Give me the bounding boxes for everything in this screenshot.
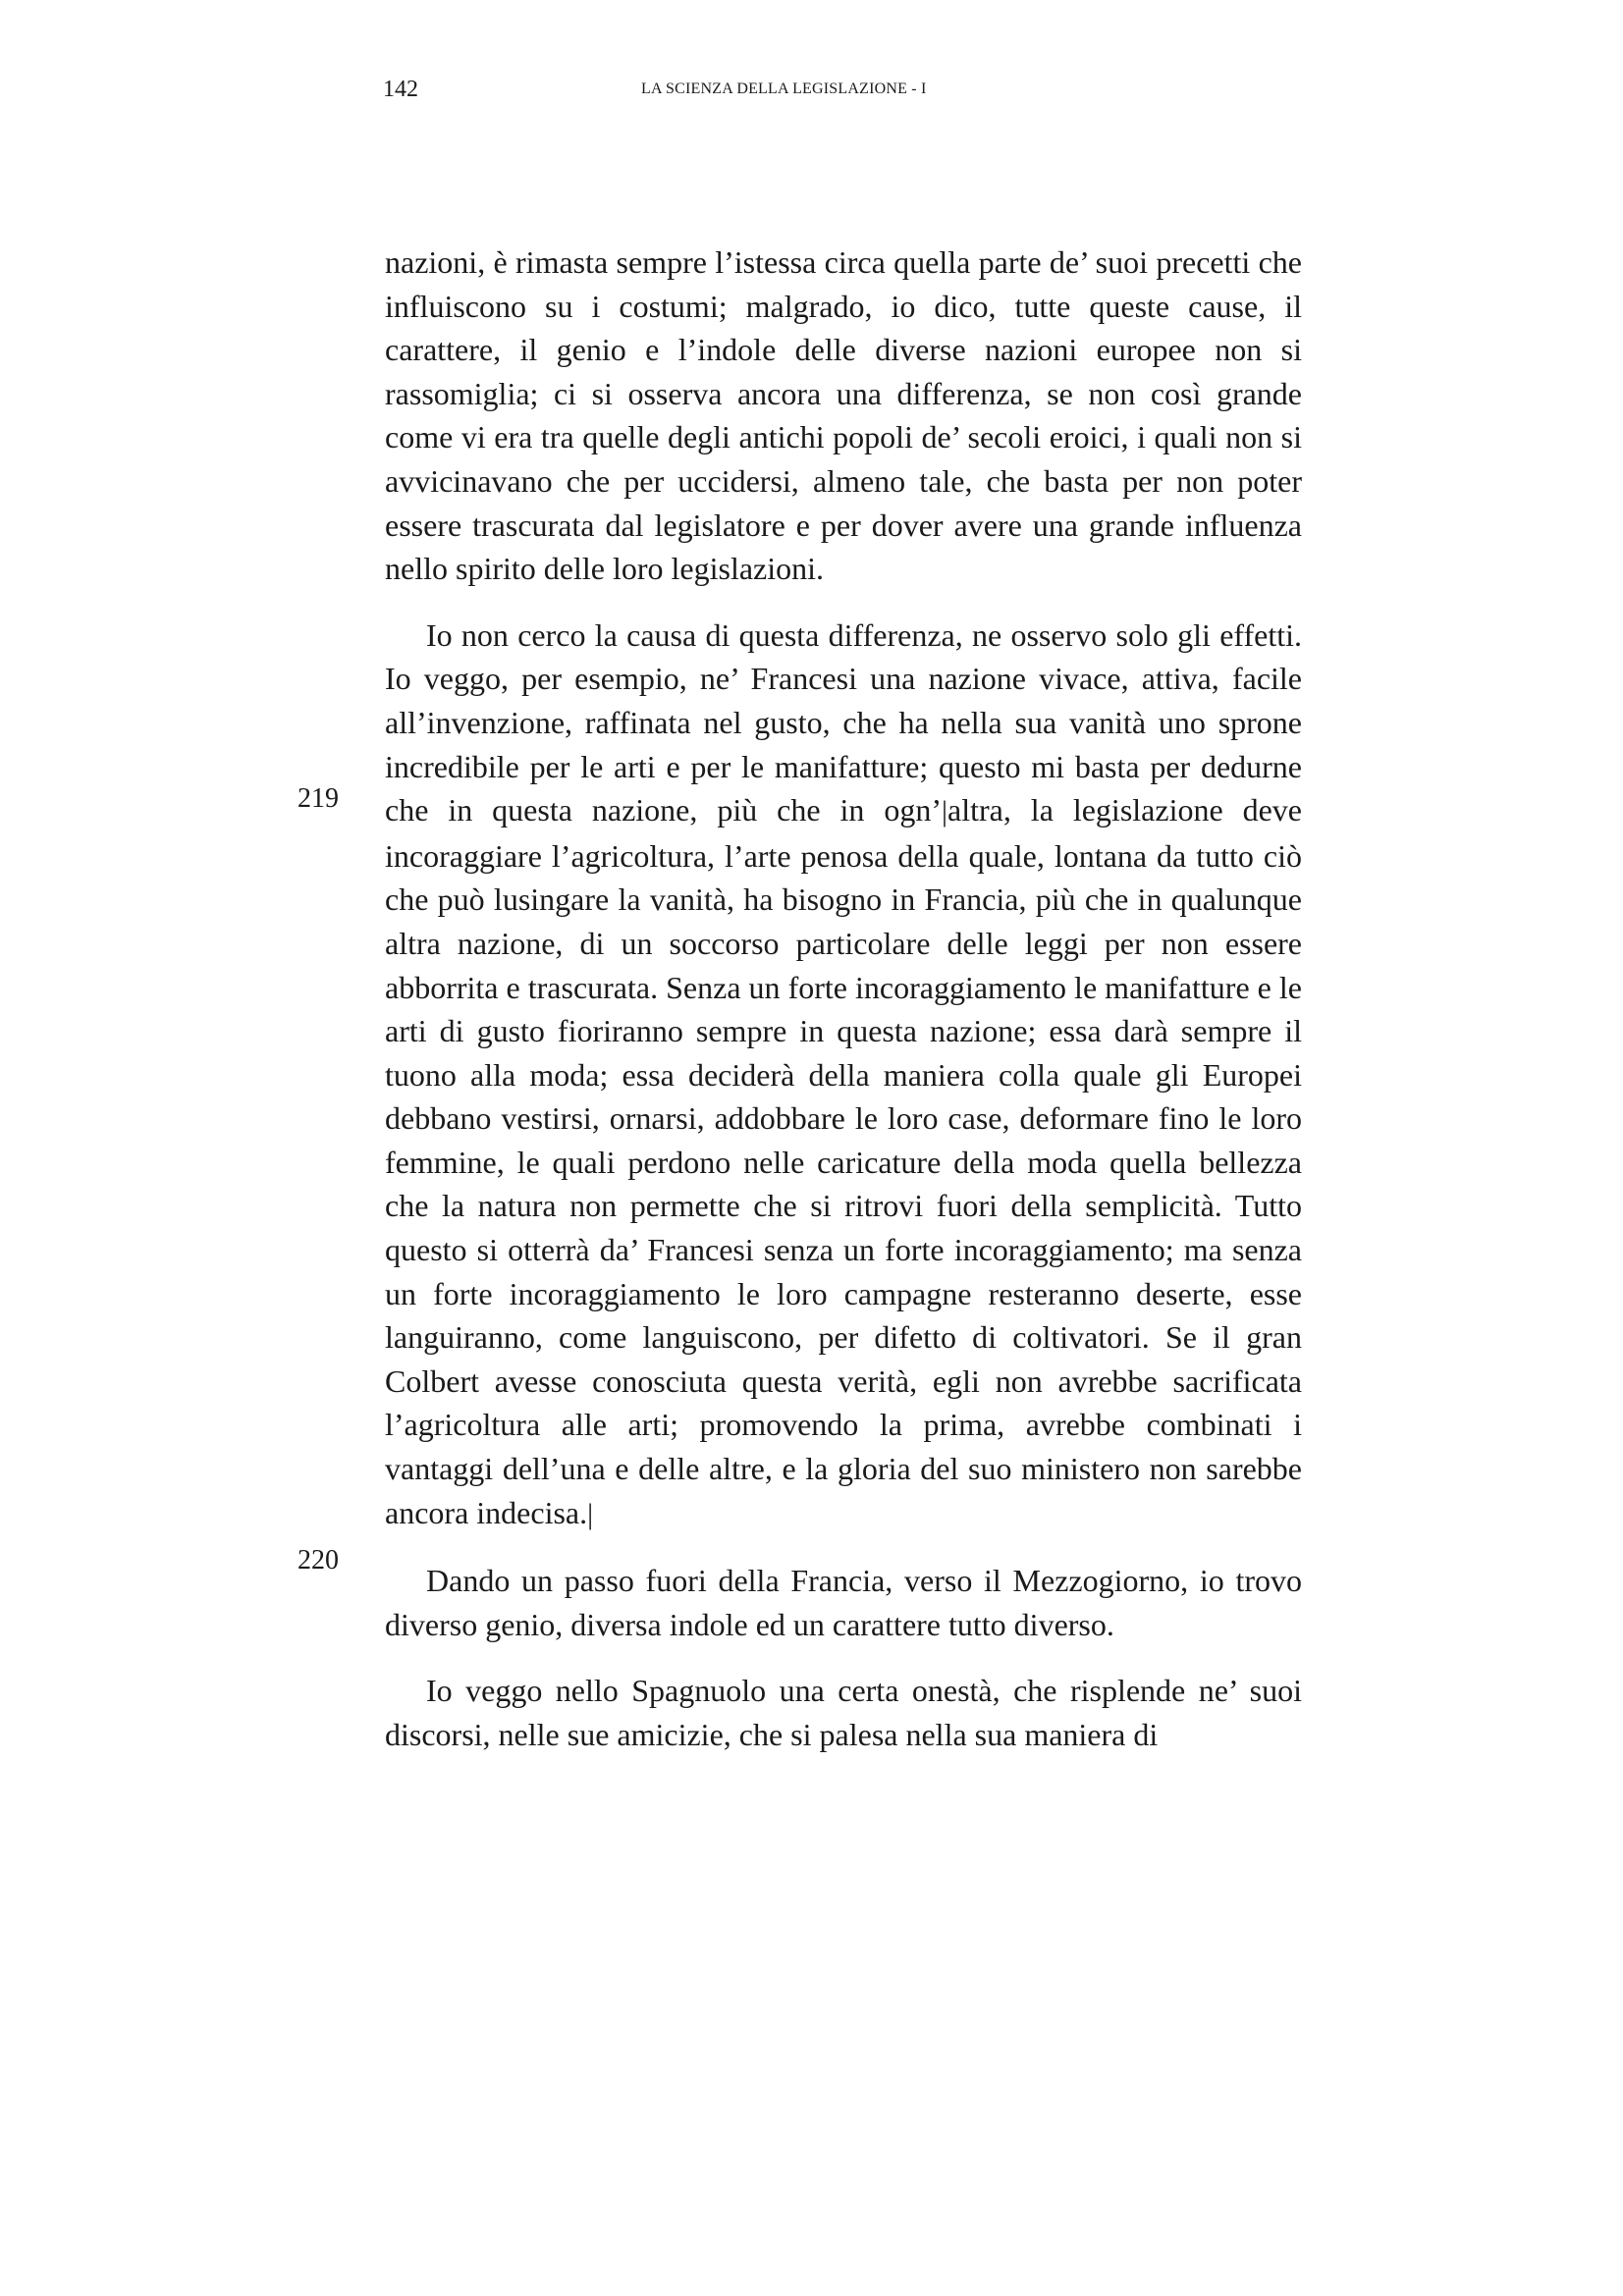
margin-number-219: 219 xyxy=(298,783,339,814)
body-text xyxy=(385,240,1302,1757)
paragraph-2 xyxy=(385,614,1302,1536)
running-head: LA SCIENZA DELLA LEGISLAZIONE - I xyxy=(641,80,927,97)
page-header xyxy=(383,77,1302,110)
paragraph-2-part-b: altra, la legislazione deve incoraggiare l’agricoltura, l’arte penosa della quale, lontana da tutto ciò che può lusingare la vanità, ha bisogno in Francia, più che in qualunque altra nazione, di un soccorso particolare delle leggi per non essere abborrita e trascurata. Senza un forte incoraggiamento le manifatture e le arti di gusto fioriranno sempre in questa nazione; essa darà sempre il tuono alla moda; essa deciderà della maniera colla quale gli Europei debbano vestirsi, ornarsi, addobbare le loro case, deformare fino le loro femmine, le quali perdono nelle caricature della moda quella bellezza che la natura non permette che si ritrovi fuori della semplicità. Tutto questo si otterrà da’ Francesi senza un forte incoraggiamento; ma senza un forte incoraggiamento le loro campagne resteranno deserte, esse languiranno, come languiscono, per difetto di coltivatori. Se il gran Colbert avesse conosciuta questa verità, egli non avrebbe sacrificata l’agricoltura alle arti; promovendo la prima, avrebbe combinati i vantaggi dell’una e delle altre, e la gloria del suo ministero non sarebbe ancora indecisa. xyxy=(385,792,1303,1530)
page-break-marker: | xyxy=(587,1497,594,1530)
paragraph-2-part-a: Io non cerco la causa di questa differenza, ne osservo solo gli effetti. Io veggo, per esempio, ne’ Francesi una nazione vivace, attiva, facile all’invenzione, raffinata nel gusto, che ha nella sua vanità uno sprone incredibile per le arti e per le manifatture; questo mi basta per dedurne che in questa nazione, più che in ogn’ xyxy=(385,616,1302,828)
page-number: 142 xyxy=(383,77,418,102)
paragraph-4: Io veggo nello Spagnuolo una certa onestà, che risplende ne’ suoi discorsi, nelle sue amicizie, che si palesa nella sua maniera di xyxy=(385,1673,1302,1752)
paragraph-1: nazioni, è rimasta sempre l’istessa circa quella parte de’ suoi precetti che influiscono su i costumi; malgrado, io dico, tutte queste cause, il carattere, il genio e l’indole delle diverse nazioni europee non si rassomiglia; ci si osserva ancora una differenza, se non così grande come vi era tra quelle degli antichi popoli de’ secoli eroici, i quali non si avvicinavano che per uccidersi, almeno tale, che basta per non poter essere trascurata dal legislatore e per dover avere una grande influenza nello spirito delle loro legislazioni. xyxy=(385,244,1302,587)
paragraph-3: Dando un passo fuori della Francia, verso il Mezzogiorno, io trovo diverso genio, diversa indole ed un carattere tutto diverso. xyxy=(385,1563,1302,1642)
page-break-marker: | xyxy=(942,795,948,828)
margin-number-220: 220 xyxy=(298,1545,339,1575)
